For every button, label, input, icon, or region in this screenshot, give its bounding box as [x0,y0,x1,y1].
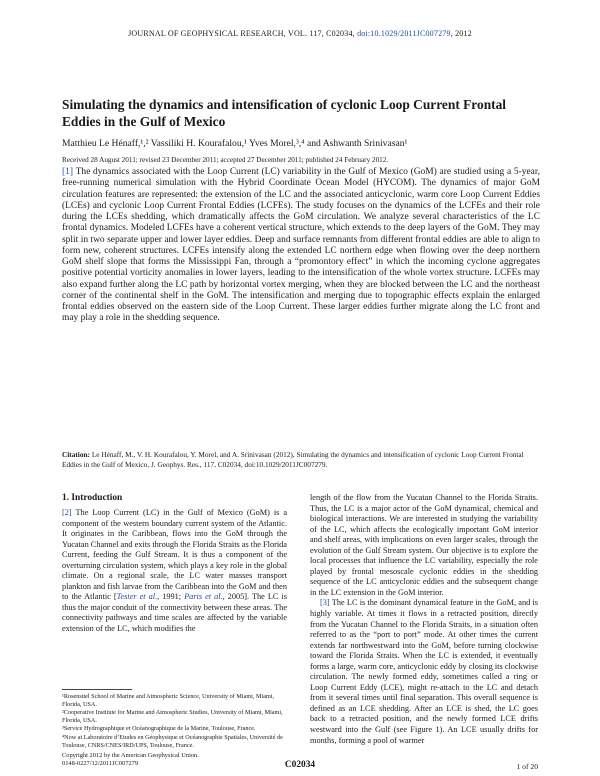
reference-paris[interactable]: Paris et al. [184,592,223,602]
affiliation-footnotes [62,693,287,750]
copyright-line: Copyright 2012 by the American Geophysical Union. [62,752,199,759]
author-list: Matthieu Le Hénaff,¹,² Vassiliki H. Kourafalou,¹ Yves Morel,³,⁴ and Ashwanth Srinivasan¹ [62,138,408,149]
issn-line: 0148-0227/12/2011JC007279 [62,759,139,767]
footnote-2: ²Cooperative Institute for Marine and Atmospheric Studies, University of Miami, Miami, Florida, USA. [62,709,283,724]
article-number: C02034 [284,760,316,770]
right-column [310,493,538,746]
paper-title: Simulating the dynamics and intensification of cyclonic Loop Current Frontal Eddies in the Gulf of Mexico [62,97,507,129]
footnote-1: ¹Rosenstiel School of Marine and Atmospheric Science, University of Miami, Miami, Florida, USA. [62,693,275,708]
abstract [62,167,540,325]
abstract-text: The dynamics associated with the Loop Current (LC) variability in the Gulf of Mexico (GoM) are studied using a 5-year, free-running numerical simulation with the Hybrid Coordinate Ocean Model (HYCOM). The dynamics of major GoM circulation features are represented: the extension of the LC and the associated anticyclonic, warm core Loop Current Eddies (LCEs) and cyclonic Loop Current Frontal Eddies (LCFEs). The study focuses on the dynamics of the LCFEs and their role during the LCEs shedding, which dramatically affects the GoM circulation. We analyze several characteristics of the LC frontal dynamics. Modeled LCFEs have a coherent vertical structure, which extends to the deep layers of the GoM. They may split in two separate upper and lower layer eddies. Deep and surface remnants from different frontal eddies are able to align to form new, coherent structures. LCFEs intensify along the extended LC northern edge when flowing over the deep northern GoM shelf slope that forms the Mississippi Fan, through a “promontory effect” in which the incoming cyclone aggregates positive potential vorticity anomalies in lower layers, leading to the intensification of the whole vortex structure. LCFEs may also expand further along the LC path by horizontal vortex merging, when they are blocked between the LC and the northeast corner of the continental shelf in the GoM. The intensification and merging due to topographic effects explain the enlarged frontal eddies observed on the eastern side of the Loop Current. These larger eddies further migrate along the LC front and may play a role in the shedding sequence. [62,167,540,324]
citation-text: Le Hénaff, M., V. H. Kourafalou, Y. Morel, and A. Srinivasan (2012), Simulating the dynamics and intensification of cyclonic Loop Current Frontal Eddies in the Gulf of Mexico, J. Geophys. Res., 117, C02034, doi:10.1029/2011JC007279. [62,450,524,469]
paragraph-2-continued: length of the flow from the Yucatan Channel to the Florida Straits. Thus, the LC is a major actor of the GoM dynamical, chemical and biological interactions. We are interested in studying the variability of the LC, which affects the ecologically important GoM interior and shelf areas, with implications on even larger scales, through the evolution of the Gulf Stream system. Our objective is to explore the local processes that influence the LC variability, especially the role played by frontal mesoscale cyclonic eddies in the shedding sequence of the LC anticyclonic eddies and the subsequent change in the LC extension in the GoM interior. [310,493,538,597]
page-number: 1 of 20 [516,762,538,771]
reference-tester[interactable]: Tester et al. [116,592,158,602]
citation-label: Citation: [62,450,90,459]
journal-name: JOURNAL OF GEOPHYSICAL RESEARCH, VOL. 117, C02034, [128,29,355,38]
paragraph-3 [310,598,538,746]
paragraph-2-text-a: The Loop Current (LC) in the Gulf of Mexico (GoM) is a component of the western boundary current system of the Atlantic. It originates in the Caribbean, flows into the GoM through the Yucatan Channel and exits through the Florida Straits as the Florida Current, feeding the Gulf Stream. It is thus a component of the overturning circulation system, which plays a key role in the global climate. On a regional scale, the LC water masses transport plankton and fish larvae from the Caribbean into the GoM and then to the Atlantic [ [62,508,287,602]
paragraph-3-text: The LC is the dominant dynamical feature in the GoM, and is highly variable. At times it flows in a retracted position, directly from the Yucatan Channel to the Florida Straits, in a situation often referred to as the “port to port” mode. At other times the current extends far northwestward into the GoM, before turning clockwise toward the Florida Straits. When the LC is extended, it eventually forms a large, warm core, anticyclonic eddy by closing its clockwise circulation. The newly formed eddy, sometimes called a ring or Loop Current Eddy (LCE), might re-attach to the LC and detach from it several times until final separation. This overall sequence is defined as an LCE shedding. After an LCE is shed, the LC goes back to a retracted position, and the newly formed LCE drifts westward into the Gulf (see Figure 1). An LCE usually drifts for months, forming a pool of warmer [310,598,538,745]
running-header [0,29,600,38]
doi-link[interactable]: doi:10.1029/2011JC007279 [357,29,451,38]
paragraph-2 [62,508,287,635]
footnote-4: ⁴Now at Laboratoire d’Etudes en Géophysique et Océanographie Spatiales, Université de Toulouse, CNRS/CNES/IRD/UPS, Toulouse, France. [62,733,283,749]
paragraph-number-2[interactable]: [2] [62,508,72,517]
footnote-3: ³Service Hydrographique et Océanographique de la Marine, Toulouse, France. [62,725,256,733]
header-year: , 2012 [450,29,472,38]
paragraph-2-text-b: , 1991; [157,592,185,602]
footnote-divider [62,689,132,690]
paragraph-number-3[interactable]: [3] [320,598,330,608]
left-column [62,493,287,635]
paragraph-2-text-c: , 2005]. The LC is thus the major conduit of the connectivity between these areas. The connectivity pathways and time scales are affected by the variable extension of the LC, which modifies the [62,592,287,634]
abstract-paragraph-number[interactable]: [1] [62,167,74,177]
section-title-introduction: 1. Introduction [62,493,123,503]
received-dates: Received 28 August 2011; revised 23 December 2011; accepted 27 December 2011; published 24 February 2012. [62,156,389,164]
citation [62,450,540,469]
